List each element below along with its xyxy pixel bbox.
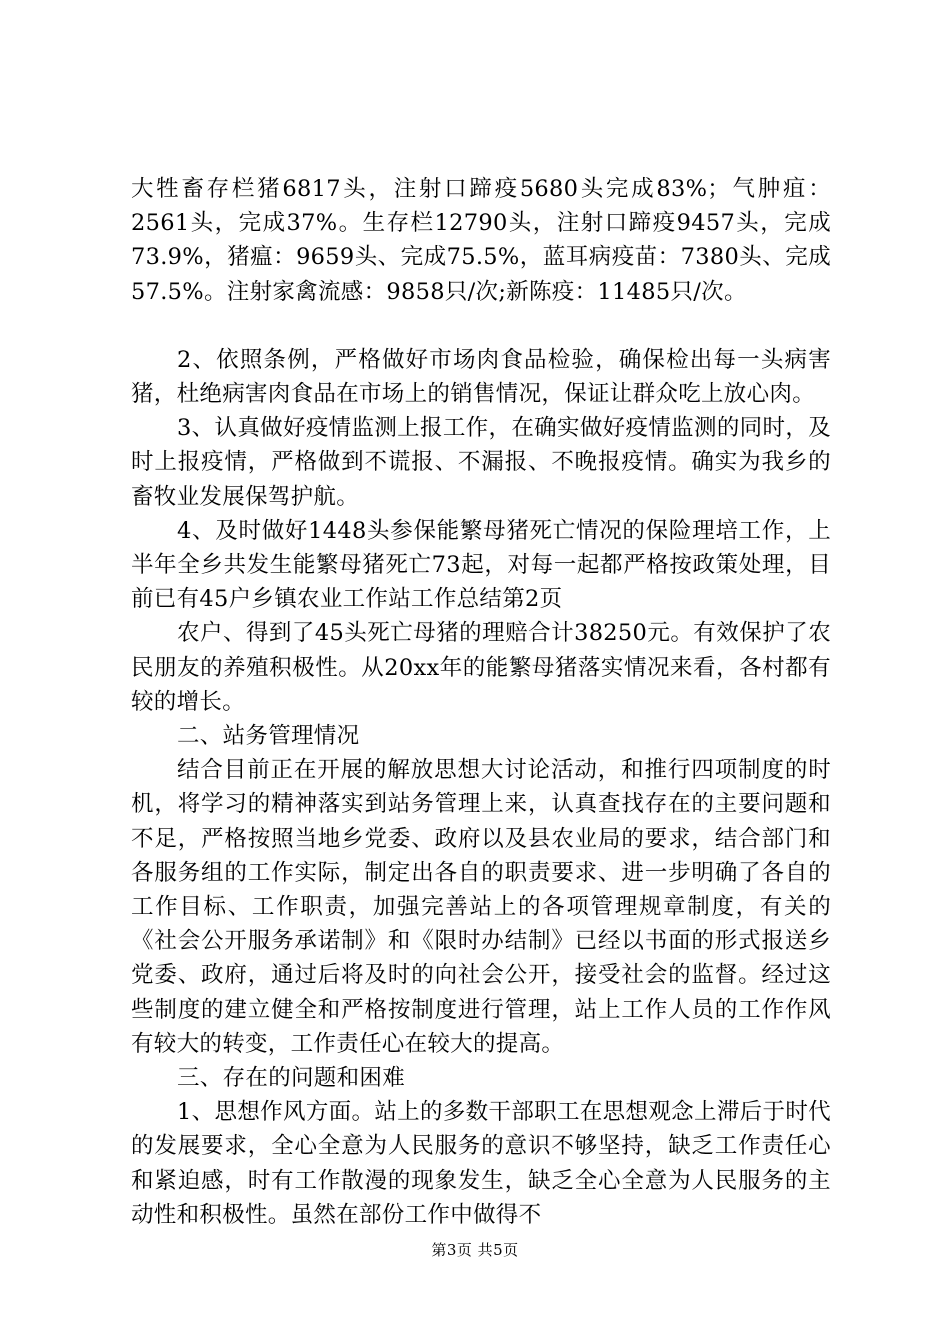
page-number-footer: 第3页 共5页	[431, 1241, 519, 1259]
document-body	[131, 172, 831, 1232]
paragraph-epidemic-monitoring: 3、认真做好疫情监测上报工作，在确实做好疫情监测的同时，及时上报疫情，严格做到不谎报、不漏报、不晚报疫情。确实为我乡的畜牧业发展保驾护航。	[131, 415, 831, 510]
paragraph-station-management: 结合目前正在开展的解放思想大讨论活动，和推行四项制度的时机，将学习的精神落实到站务管理上来，认真查找存在的主要问题和不足，严格按照当地乡党委、政府以及县农业局的要求，结合部门和各服务组的工作实际，制定出各自的职责要求、进一步明确了各自的工作目标、工作职责，加强完善站上的各项管理规章制度，有关的《社会公开服务承诺制》和《限时办结制》已经以书面的形式报送乡党委、政府，通过后将及时的向社会公开，接受社会的监督。经过这些制度的建立健全和严格按制度进行管理，站上工作人员的工作作风有较大的转变，工作责任心在较大的提高。	[131, 757, 831, 1057]
section-heading-problems: 三、存在的问题和困难	[177, 1065, 406, 1092]
paragraph-livestock-stats: 大牲畜存栏猪6817头，注射口蹄疫5680头完成83%；气肿疽：2561头，完成37%。生存栏12790头，注射口蹄疫9457头，完成73.9%，猪瘟：9659头、完成75.5%，蓝耳病疫苗：7380头、完成57.5%。注射家禽流感：9858只/次;新陈疫：11485只/次。	[131, 176, 831, 305]
paragraph-work-style: 1、思想作风方面。站上的多数干部职工在思想观念上滞后于时代的发展要求，全心全意为人民服务的意识不够坚持，缺乏工作责任心和紧迫感，时有工作散漫的现象发生，缺乏全心全意为人民服务的主动性和积极性。虽然在部份工作中做得不	[131, 1099, 831, 1228]
paragraph-sow-compensation: 农户、得到了45头死亡母猪的理赔合计38250元。有效保护了农民朋友的养殖积极性。从20xx年的能繁母猪落实情况来看，各村都有较的增长。	[131, 620, 831, 715]
paragraph-meat-inspection: 2、依照条例，严格做好市场肉食品检验，确保检出每一头病害猪，杜绝病害肉食品在市场上的销售情况，保证让群众吃上放心肉。	[131, 346, 831, 408]
section-heading-station-management: 二、站务管理情况	[177, 723, 360, 750]
paragraph-sow-insurance: 4、及时做好1448头参保能繁母猪死亡情况的保险理培工作，上半年全乡共发生能繁母猪死亡73起，对每一起都严格按政策处理，目前已有45户乡镇农业工作站工作总结第2页	[131, 517, 831, 613]
